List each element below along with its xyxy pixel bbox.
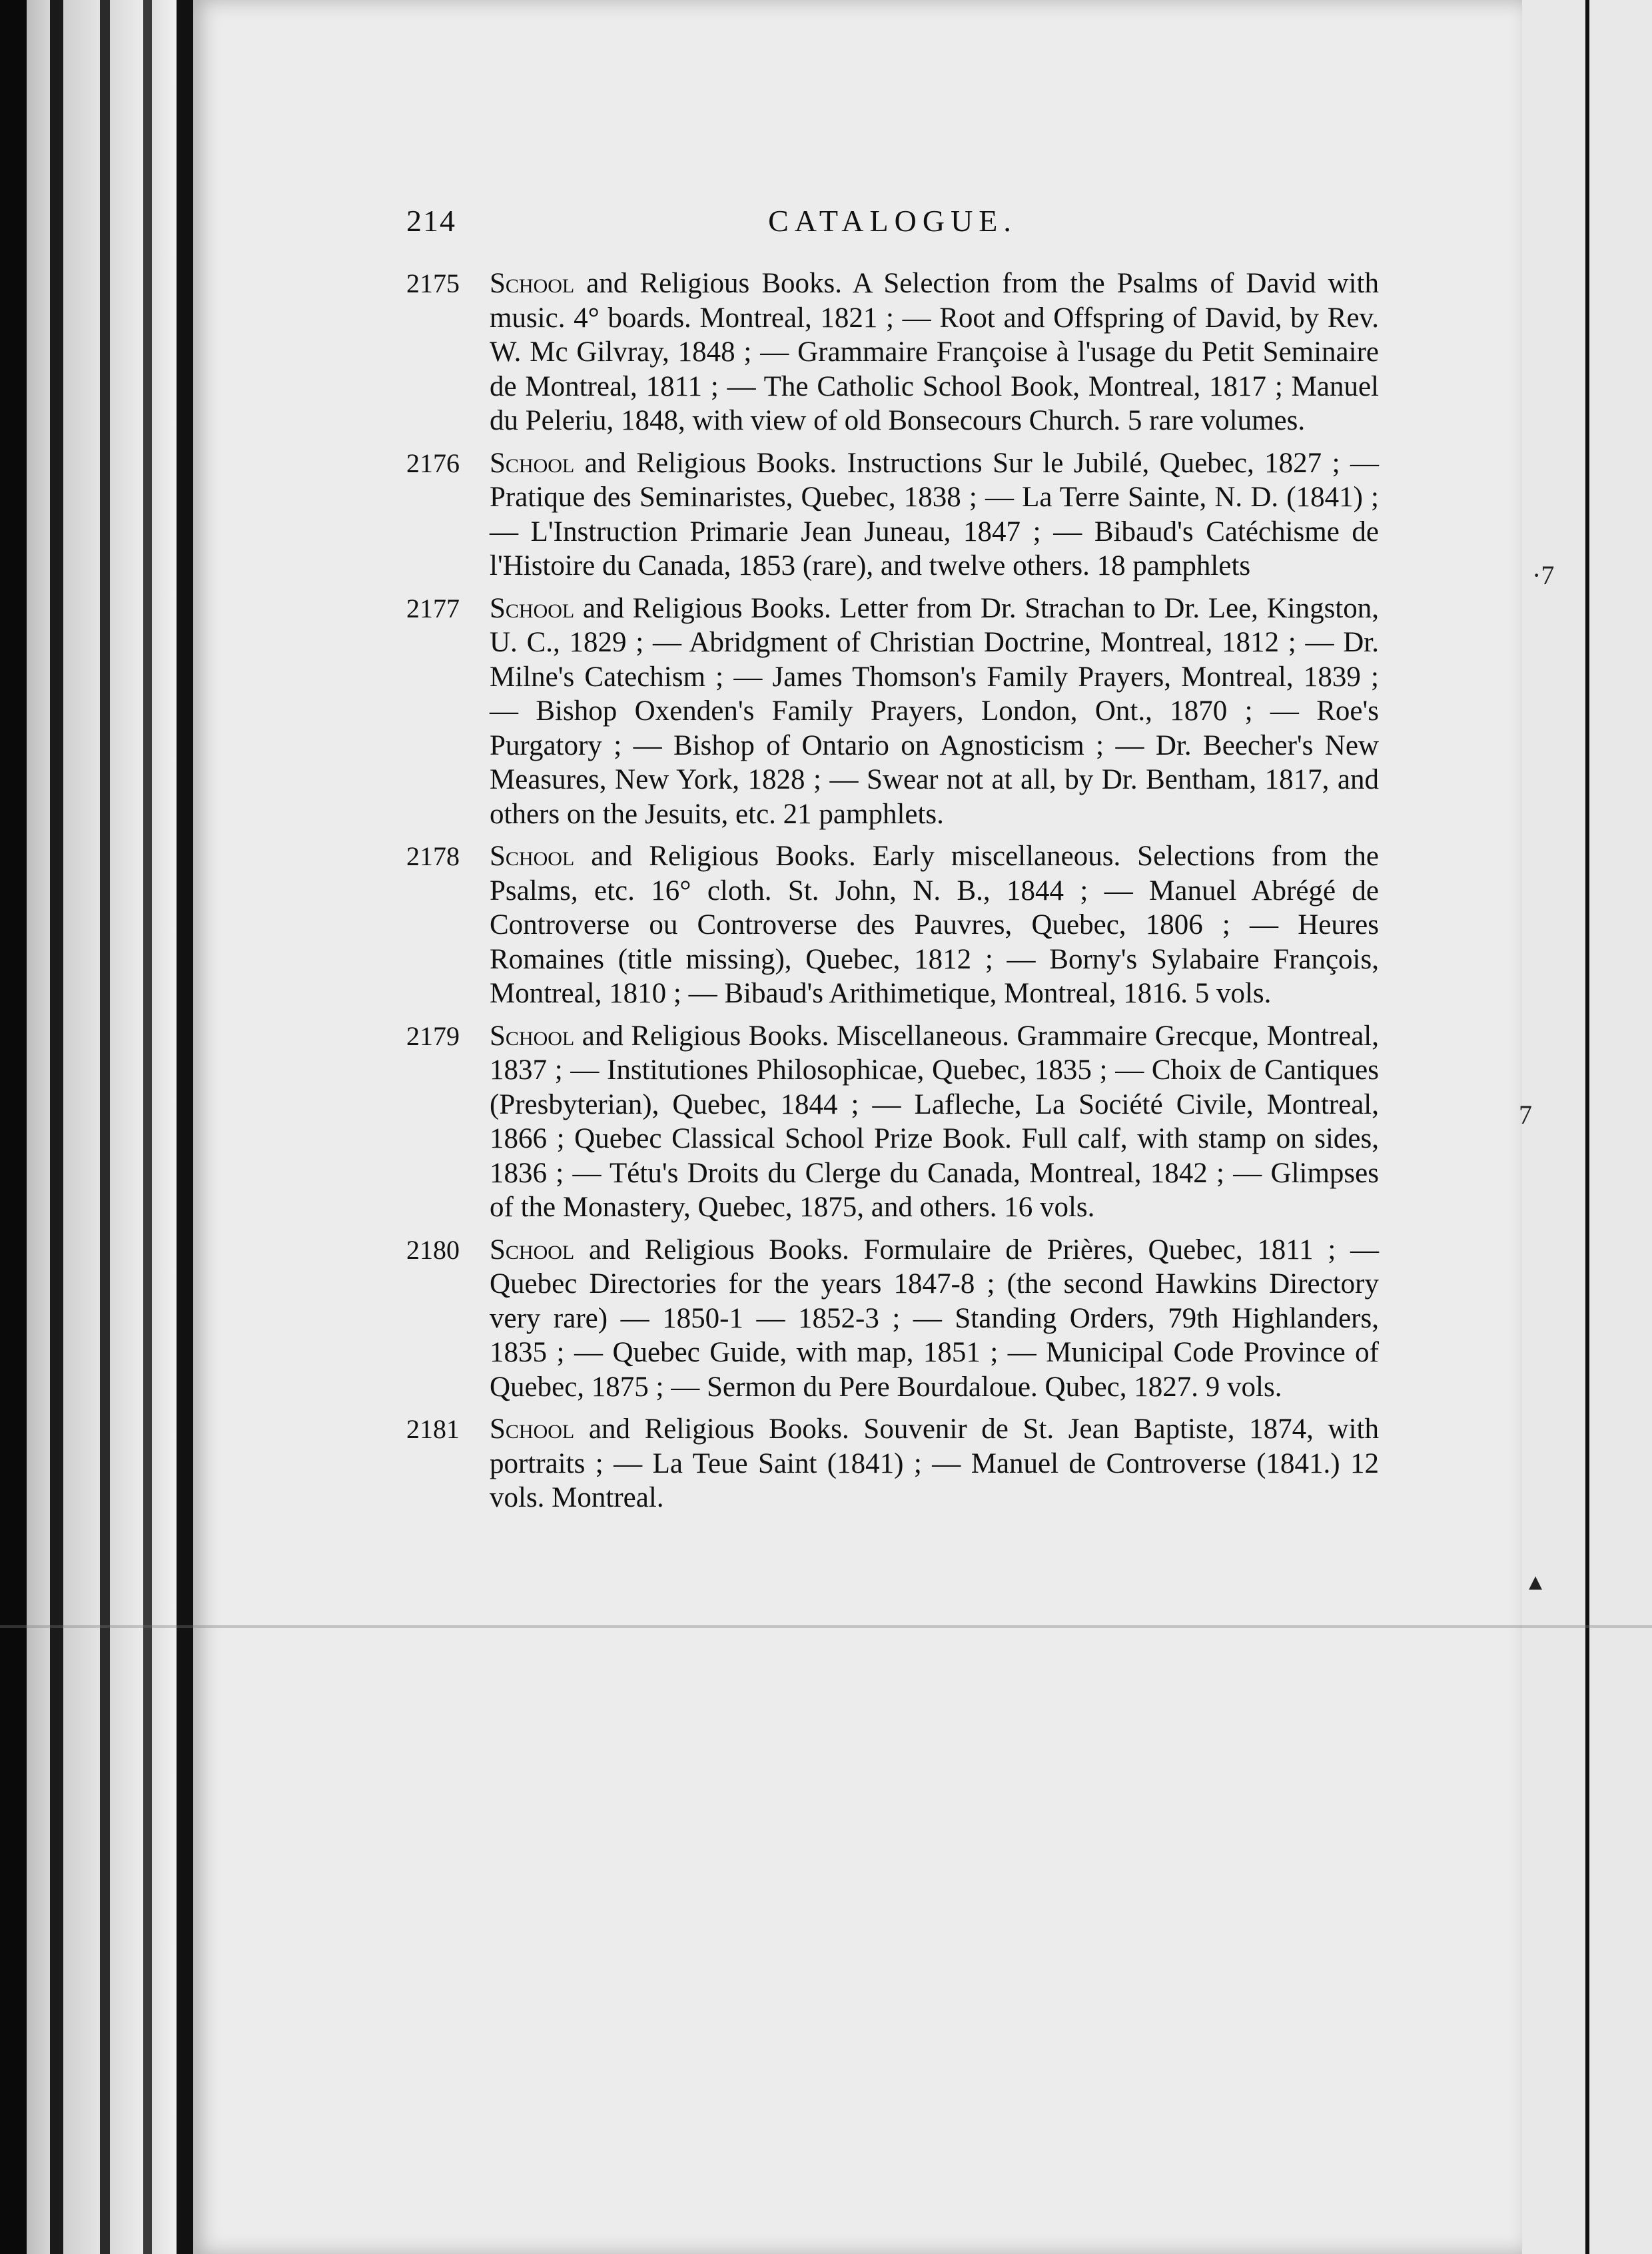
- scan-fold-line: [0, 1625, 1652, 1628]
- catalogue-entry: [406, 1412, 1379, 1515]
- entry-text: and Religious Books. A Selection from the Psalms of David with music. 4° boards. Montreal, 1821 ; — Root and Offspring of David, by Rev. W. Mc Gilvray, 1848 ; — Grammaire Françoise à l'usage du Petit Seminaire de Montreal, 1811 ; — The Catholic School Book, Montreal, 1817 ; Manuel du Peleriu, 1848, with view of old Bonsecours Church. 5 rare volumes.: [490, 268, 1379, 436]
- entry-text: and Religious Books. Formulaire de Prières, Quebec, 1811 ; — Quebec Directories for the years 1847-8 ; (the second Hawkins Directory very rare) — 1850-1 — 1852-3 ; — Standing Orders, 79th Highlanders, 1835 ; — Quebec Guide, with map, 1851 ; — Municipal Code Province of Quebec, 1875 ; — Sermon du Pere Bourdaloue. Qubec, 1827. 9 vols.: [490, 1234, 1380, 1403]
- entry-text: and Religious Books. Letter from Dr. Strachan to Dr. Lee, Kingston, U. C., 1829 ; — Abridgment of Christian Doctrine, Montreal, 1812 ; — Dr. Milne's Catechism ; — James Thomson's Family Prayers, Montreal, 1839 ; — Bishop Oxenden's Family Prayers, London, Ont., 1870 ; — Roe's Purgatory ; — Bishop of Ontario on Agnosticism ; — Dr. Beecher's New Measures, New York, 1828 ; — Swear not at all, by Dr. Bentham, 1817, and others on the Jesuits, etc. 21 pamphlets.: [490, 592, 1379, 830]
- catalogue-entry: [406, 266, 1379, 438]
- lot-number: 2181: [406, 1414, 460, 1444]
- entry-text: and Religious Books. Miscellaneous. Grammaire Grecque, Montreal, 1837 ; — Institutiones Philosophicae, Quebec, 1835 ; — Choix de Cantiques (Presbyterian), Quebec, 1844 ; — Lafleche, La Société Civile, Montreal, 1866 ; Quebec Classical School Prize Book. Full calf, with stamp on sides, 1836 ; — Tétu's Droits du Clerge du Canada, Montreal, 1842 ; — Glimpses of the Monastery, Quebec, 1875, and others. 16 vols.: [490, 1020, 1379, 1223]
- entry-heading: School: [490, 841, 592, 872]
- facing-page-edge: [1585, 0, 1589, 2254]
- entry-heading: School: [490, 1413, 589, 1445]
- margin-mark: ▴: [1529, 1566, 1543, 1596]
- catalogue-entry: [406, 591, 1379, 832]
- book-spine-edges: [0, 0, 193, 2254]
- catalogue-entry: [406, 839, 1379, 1011]
- catalogue-entry: [406, 1233, 1379, 1405]
- entry-text: and Religious Books. Early miscellaneous. Selections from the Psalms, etc. 16° cloth. St. John, N. B., 1844 ; — Manuel Abrégé de Controverse ou Controverse des Pauvres, Quebec, 1806 ; — Heures Romaines (title missing), Quebec, 1812 ; — Borny's Sylabaire François, Montreal, 1810 ; — Bibaud's Arithimetique, Montreal, 1816. 5 vols.: [490, 841, 1380, 1009]
- page-number: 214: [406, 204, 456, 238]
- entry-text: and Religious Books. Instructions Sur le Jubilé, Quebec, 1827 ; — Pratique des Seminaristes, Quebec, 1838 ; — La Terre Sainte, N. D. (1841) ; — L'Instruction Primarie Jean Juneau, 1847 ; — Bibaud's Catéchisme de l'Histoire du Canada, 1853 (rare), and twelve others. 18 pamphlets: [490, 447, 1380, 581]
- catalogue-entry: [406, 1019, 1379, 1225]
- margin-mark: 7: [1519, 1100, 1532, 1130]
- catalogue-entry: [406, 446, 1379, 583]
- lot-number: 2178: [406, 841, 460, 871]
- entry-heading: School: [490, 1020, 582, 1052]
- lot-number: 2177: [406, 593, 460, 623]
- entry-heading: School: [490, 1234, 589, 1266]
- lot-number: 2176: [406, 448, 460, 478]
- lot-number: 2175: [406, 268, 460, 298]
- entry-text: and Religious Books. Souvenir de St. Jean Baptiste, 1874, with portraits ; — La Teue Saint (1841) ; — Manuel de Controverse (1841.) 12 vols. Montreal.: [490, 1413, 1379, 1513]
- lot-number: 2180: [406, 1234, 460, 1265]
- entry-heading: School: [490, 592, 583, 624]
- running-title: CATALOGUE.: [768, 204, 1017, 238]
- page-header: [406, 203, 1379, 243]
- entry-heading: School: [490, 268, 587, 299]
- lot-number: 2179: [406, 1020, 460, 1051]
- margin-mark: ·7: [1532, 560, 1555, 590]
- catalogue-entries: [406, 266, 1379, 1523]
- entry-heading: School: [490, 447, 585, 479]
